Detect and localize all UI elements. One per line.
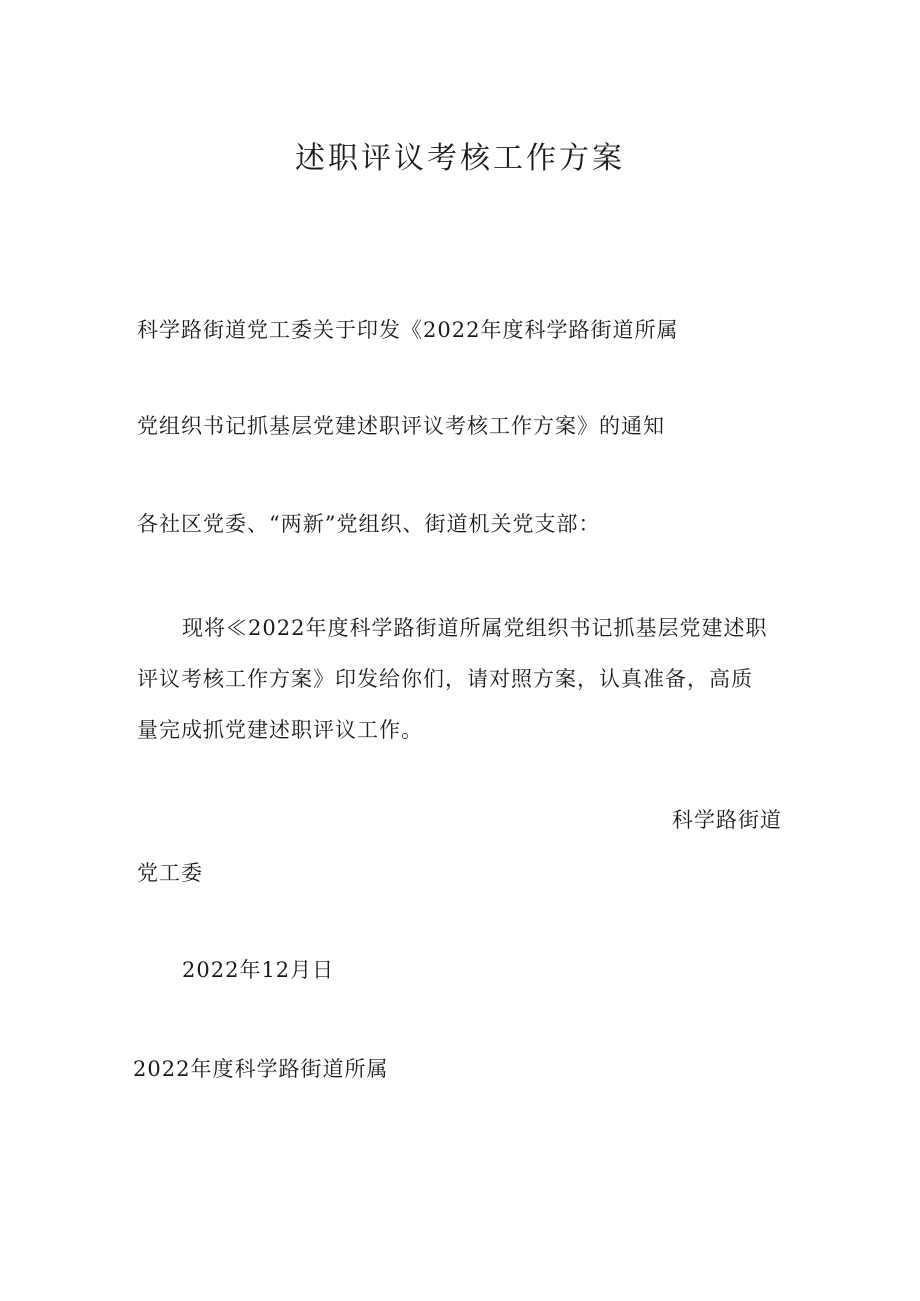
signature-org-line-2: 党工委 — [137, 861, 203, 885]
body-paragraph — [137, 603, 792, 756]
document-title: 述职评议考核工作方案 — [295, 141, 625, 176]
body-line-2: 评议考核工作方案》印发给你们，请对照方案，认真准备，高质 — [137, 667, 753, 691]
trailing-heading-line: 2022年度科学路街道所属 — [133, 1057, 389, 1081]
signature-org-line-1: 科学路街道 — [672, 808, 782, 832]
body-line-1: 现将≪2022年度科学路街道所属党组织书记抓基层党建述职 — [182, 616, 768, 640]
document-date: 2022年12月日 — [182, 958, 335, 982]
notice-title-line-1: 科学路街道党工委关于印发《2022年度科学路街道所属 — [137, 318, 679, 342]
recipients-line: 各社区党委、“两新”党组织、街道机关党支部： — [137, 512, 601, 536]
body-line-3: 量完成抓党建述职评议工作。 — [137, 718, 423, 742]
notice-title-line-2: 党组织书记抓基层党建述职评议考核工作方案》的通知 — [137, 414, 665, 438]
